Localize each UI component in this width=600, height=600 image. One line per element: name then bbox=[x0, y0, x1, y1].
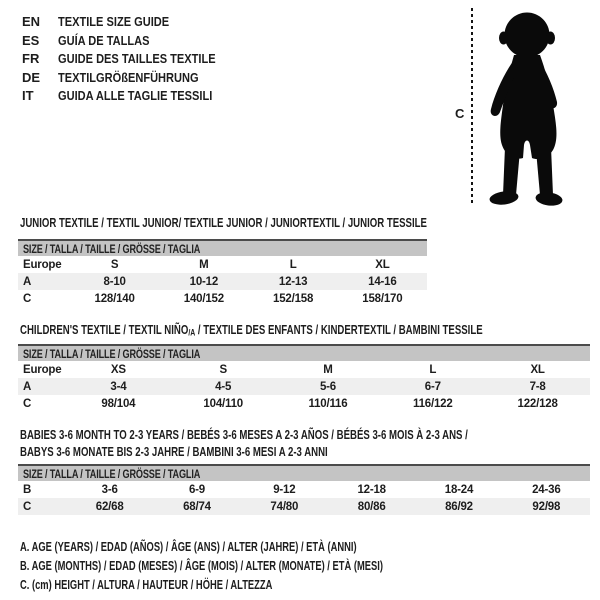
lang-code: IT bbox=[22, 88, 34, 103]
table-cell: 104/110 bbox=[203, 397, 243, 410]
table-cell: 5-6 bbox=[276, 378, 381, 395]
table-row-height bbox=[18, 290, 427, 307]
table-cell: 62/68 bbox=[66, 498, 153, 515]
row-label: Europe bbox=[23, 258, 62, 271]
language-title-list bbox=[22, 13, 243, 106]
lang-title: TEXTILE SIZE GUIDE bbox=[58, 14, 170, 29]
table-cell: 86/92 bbox=[415, 498, 502, 515]
table-cell: M bbox=[199, 258, 209, 271]
table-cell: 92/98 bbox=[503, 498, 590, 515]
table-cell: 8-10 bbox=[70, 273, 159, 290]
table-cell: 3-4 bbox=[66, 378, 171, 395]
lang-row-es bbox=[22, 32, 243, 51]
size-header-row bbox=[18, 465, 590, 481]
subscript-a: /A bbox=[188, 327, 196, 338]
children-size-table bbox=[18, 344, 590, 412]
height-marker-label: C bbox=[455, 106, 465, 121]
lang-code: EN bbox=[22, 14, 41, 29]
table-cell: 98/104 bbox=[101, 397, 136, 410]
table-cell: 9-12 bbox=[273, 483, 296, 496]
row-label: A bbox=[18, 273, 70, 290]
table-cell: 80/86 bbox=[328, 498, 415, 515]
lang-code: ES bbox=[22, 32, 40, 48]
note-b: B. AGE (MONTHS) / EDAD (MESES) / ÂGE (MOIS) / ALTER (MONATE) / ETÀ (MESI) bbox=[20, 558, 383, 573]
table-cell: XL bbox=[530, 363, 545, 376]
table-cell: 122/128 bbox=[517, 397, 558, 410]
children-section-title: CHILDREN'S TEXTILE / TEXTIL NIÑO/A / TEXTILE DES ENFANTS / KINDERTEXTIL / BAMBINI TESSILE bbox=[20, 322, 483, 338]
table-cell: 74/80 bbox=[241, 498, 328, 515]
table-cell: 6-7 bbox=[380, 378, 485, 395]
lang-title: TEXTILGRÖßENFÜHRUNG bbox=[58, 69, 199, 85]
table-cell: L bbox=[289, 258, 297, 271]
size-header-row bbox=[18, 345, 590, 361]
size-header-cell: SIZE / TALLA / TAILLE / GRÖSSE / TAGLIA bbox=[18, 465, 590, 481]
lang-code: FR bbox=[22, 51, 40, 66]
table-row-age-months bbox=[18, 481, 590, 498]
lang-code: DE bbox=[22, 69, 41, 85]
table-row-age bbox=[18, 273, 427, 290]
table-row-height bbox=[18, 498, 590, 515]
table-cell: XS bbox=[110, 363, 126, 376]
table-cell: 140/152 bbox=[183, 292, 224, 305]
table-cell: 18-24 bbox=[444, 483, 474, 496]
table-cell: 12-13 bbox=[249, 273, 338, 290]
table-cell: S bbox=[110, 258, 119, 271]
lang-row-en bbox=[22, 13, 243, 32]
legend-notes bbox=[20, 537, 524, 594]
row-label: C bbox=[23, 397, 32, 410]
table-cell: 128/140 bbox=[94, 292, 135, 305]
table-cell: 152/158 bbox=[273, 292, 314, 305]
table-cell: S bbox=[219, 363, 227, 376]
lang-title: GUIDA ALLE TAGLIE TESSILI bbox=[58, 88, 213, 103]
lang-row-fr bbox=[22, 50, 243, 69]
note-c: C. (cm) HEIGHT / ALTURA / HAUTEUR / HÖHE / ALTEZZA bbox=[20, 577, 273, 592]
table-row-age bbox=[18, 378, 590, 395]
babies-section-title: BABIES 3-6 MONTH TO 2-3 YEARS / BEBÉS 3-6 MESES A 2-3 AÑOS / BÉBÉS 3-6 MOIS À 2-3 ANS / BABYS 3-6 MONATE BIS 2-3 JAHRE / BAMBINI 3-6 MESI A 2-3 ANNI bbox=[20, 427, 468, 459]
table-cell: 12-18 bbox=[357, 483, 386, 496]
table-cell: 14-16 bbox=[338, 273, 427, 290]
row-label: C bbox=[23, 292, 32, 305]
lang-title: GUÍA DE TALLAS bbox=[58, 32, 150, 48]
junior-section-title: JUNIOR TEXTILE / TEXTIL JUNIOR/ TEXTILE JUNIOR / JUNIORTEXTIL / JUNIOR TESSILE bbox=[20, 215, 427, 230]
table-cell: 116/122 bbox=[413, 397, 453, 410]
size-header-cell: SIZE / TALLA / TAILLE / GRÖSSE / TAGLIA bbox=[18, 345, 590, 361]
table-cell: M bbox=[323, 363, 333, 376]
table-cell: 7-8 bbox=[485, 378, 590, 395]
size-header-cell: SIZE / TALLA / TAILLE / GRÖSSE / TAGLIA bbox=[18, 240, 427, 256]
height-dashed-line bbox=[471, 8, 473, 206]
table-cell: 10-12 bbox=[159, 273, 248, 290]
table-cell: 158/170 bbox=[362, 292, 403, 305]
lang-row-it bbox=[22, 87, 243, 106]
table-cell: 68/74 bbox=[153, 498, 240, 515]
table-cell: L bbox=[429, 363, 437, 376]
table-cell: 110/116 bbox=[308, 397, 348, 410]
toddler-silhouette-image bbox=[483, 9, 575, 208]
table-cell: XL bbox=[375, 258, 390, 271]
lang-title: GUIDE DES TAILLES TEXTILE bbox=[58, 51, 216, 66]
row-label: A bbox=[18, 378, 66, 395]
note-a: A. AGE (YEARS) / EDAD (AÑOS) / ÂGE (ANS) / ALTER (JAHRE) / ETÀ (ANNI) bbox=[20, 539, 357, 554]
table-row-europe bbox=[18, 361, 590, 378]
row-label: C bbox=[18, 498, 66, 515]
junior-size-table bbox=[18, 239, 427, 307]
table-cell: 4-5 bbox=[171, 378, 276, 395]
size-header-row bbox=[18, 240, 427, 256]
table-cell: 3-6 bbox=[101, 483, 118, 496]
table-cell: 24-36 bbox=[532, 483, 561, 496]
table-row-height bbox=[18, 395, 590, 412]
row-label: Europe bbox=[23, 363, 62, 376]
lang-row-de bbox=[22, 69, 243, 88]
table-cell: 6-9 bbox=[188, 483, 205, 496]
babies-size-table bbox=[18, 464, 590, 515]
table-row-europe bbox=[18, 256, 427, 273]
row-label: B bbox=[23, 483, 32, 496]
